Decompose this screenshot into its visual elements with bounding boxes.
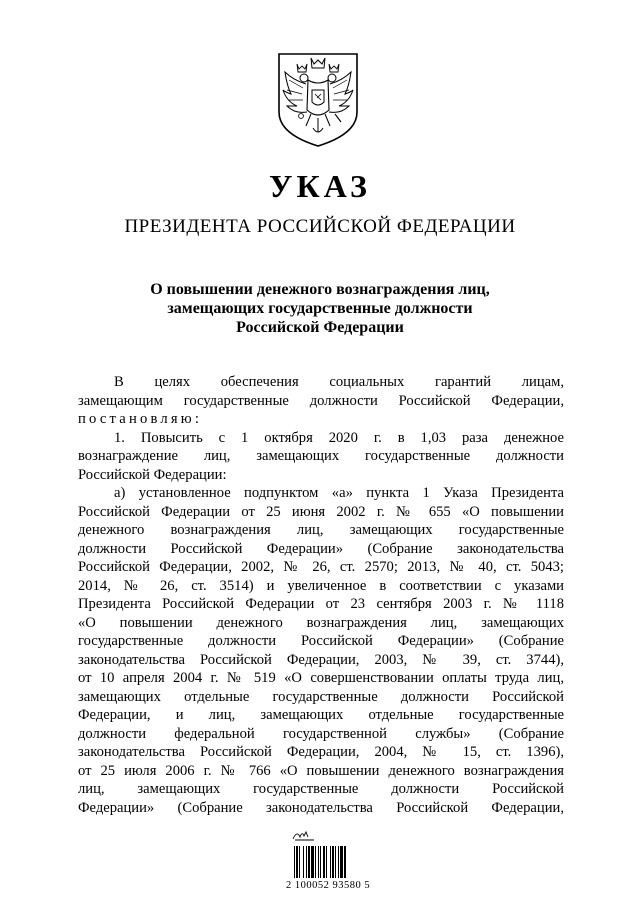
barcode-icon	[294, 846, 360, 878]
body-line: В целях обеспечения социальных гарантий лицам,	[114, 374, 564, 390]
body-line: замещающих отдельные государственные должности Российской	[78, 688, 564, 705]
body-line: замещающим государственные должности Российской Федерации,	[78, 392, 564, 409]
body-line: денежного вознаграждения лиц, замещающих государственные	[78, 522, 564, 538]
body-line: от 10 апреля 2004 г. № 519 «О совершенствовании оплаты труда лиц,	[78, 670, 564, 686]
body-line: лиц, замещающих государственные должности Российской	[78, 781, 564, 797]
body-line: законодательства Российской Федерации, 2004, № 15, ст. 1396),	[78, 744, 564, 760]
coat-of-arms-icon	[273, 50, 363, 148]
decree-heading	[0, 280, 640, 337]
body-line: законодательства Российской Федерации, 2003, № 39, ст. 3744),	[78, 651, 564, 668]
body-line: «О повышении денежного вознаграждения лиц, замещающих	[78, 614, 564, 631]
body-line: от 25 июля 2006 г. № 766 «О повышении денежного вознаграждения	[78, 762, 564, 779]
body-line: а) установленное подпунктом «а» пункта 1 Указа Президента	[114, 485, 564, 501]
body-line: должности федеральной государственной службы» (Собрание	[78, 725, 564, 742]
body-line: Российской Федерации:	[78, 466, 227, 483]
heading-line: О повышении денежного вознаграждения лиц,	[150, 281, 490, 298]
body-line: Президента Российской Федерации от 23 сентября 2003 г. № 1118	[78, 596, 564, 612]
body-line: 2014, № 26, ст. 3514) и увеличенное в соответствии с указами	[78, 577, 564, 594]
body-line: постановляю:	[78, 411, 203, 427]
document-subtitle: ПРЕЗИДЕНТА РОССИЙСКОЙ ФЕДЕРАЦИИ	[124, 216, 516, 237]
body-line: 1. Повысить с 1 октября 2020 г. в 1,03 раза денежное	[114, 429, 564, 446]
body-line: Российской Федерации, 2002, № 26, ст. 2570; 2013, № 40, ст. 5043;	[78, 559, 564, 575]
signature-mark-icon	[292, 828, 316, 842]
body-line: Федерации» (Собрание законодательства Российской Федерации,	[78, 799, 564, 816]
heading-line: замещающих государственные должности	[167, 300, 473, 317]
document-title: УКАЗ	[269, 168, 371, 204]
body-line: должности Российской Федерации» (Собрание законодательства	[78, 540, 564, 557]
serial-number: 2 100052 93580 5	[286, 880, 371, 891]
decree-body	[78, 373, 564, 817]
body-line: Федерации, и лиц, замещающих отдельные государственные	[78, 707, 564, 723]
heading-line: Российской Федерации	[236, 319, 404, 336]
body-line: государственные должности Российской Федерации» (Собрание	[78, 633, 564, 649]
body-line: Российской Федерации от 25 июня 2002 г. № 655 «О повышении	[78, 503, 564, 520]
body-line: вознаграждение лиц, замещающих государственные должности	[78, 448, 564, 464]
